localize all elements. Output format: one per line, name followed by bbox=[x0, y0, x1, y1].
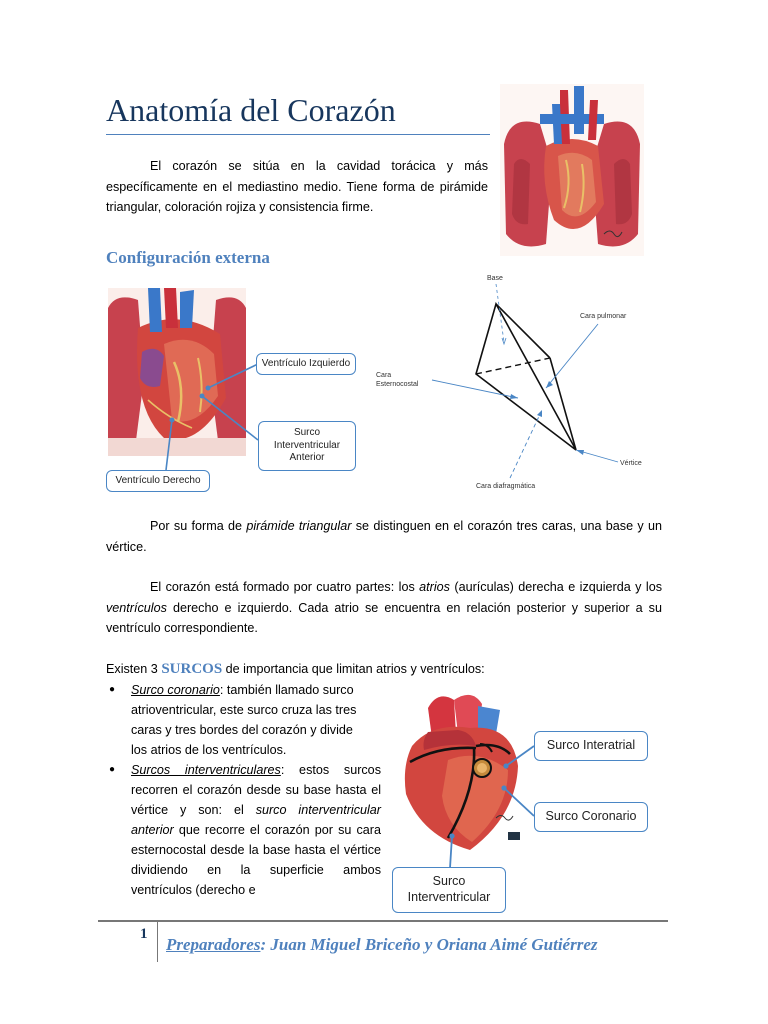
surcos-intro: Existen 3 SURCOS de importancia que limitan atrios y ventrículos: bbox=[106, 661, 485, 677]
pyramid-paragraph: Por su forma de pirámide triangular se distinguen en el corazón tres caras, una base y un vértice. bbox=[106, 519, 662, 554]
pyramid-label-pulmonary-face: Cara pulmonar bbox=[580, 313, 627, 320]
section-heading: Configuración externa bbox=[106, 248, 270, 267]
footer-divider bbox=[157, 922, 158, 962]
pyramid-label-base: Base bbox=[487, 275, 503, 282]
callout-right-ventricle: Ventrículo Derecho bbox=[106, 470, 210, 492]
bullet-interventricular-sulci: ● Surcos interventriculares: estos surcos recorren el corazón desde su base hasta el vértice y son: el surco interventricular anterior que recorre el corazón por su cara esternocostal desde la base hasta el vértice dividiendo en la superficie ambos ventrículos (derecho e bbox=[131, 760, 381, 900]
callout-interatrial-sulcus: Surco Interatrial bbox=[534, 731, 648, 761]
callout-interventricular-sulcus-2: Surco Interventricular bbox=[392, 867, 506, 913]
callout-left-ventricle: Ventrículo Izquierdo bbox=[256, 353, 356, 375]
page-number: 1 bbox=[140, 926, 148, 942]
bullet-coronary-sulcus: ● Surco coronario: también llamado surco atrioventricular, este surco cruza las tres caras y tres bordes del corazón y divide los atrios de los ventrículos. bbox=[131, 680, 361, 760]
footer-rule bbox=[98, 920, 668, 922]
page-title: Anatomía del Corazón bbox=[106, 92, 396, 128]
intro-paragraph: El corazón se sitúa en la cavidad torácica y más específicamente en el mediastino medio. Tiene forma de pirámide triangular, coloración rojiza y consistencia firme. bbox=[106, 159, 488, 214]
pyramid-label-diaphragmatic-face: Cara diafragmática bbox=[476, 483, 536, 490]
parts-paragraph: El corazón está formado por cuatro partes: los atrios (aurículas) derecha e izquierda y los ventrículos derecho e izquierdo. Cada atrio se encuentra en relación posterior y superior a su ventrículo correspondiente. bbox=[106, 580, 662, 635]
bullet-dot: ● bbox=[109, 764, 116, 775]
footer-credits: Preparadores: Juan Miguel Briceño y Oriana Aimé Gutiérrez bbox=[166, 935, 598, 954]
callout-interventricular-sulcus: Surco Interventricular Anterior bbox=[258, 421, 356, 471]
pyramid-label-sternocostal-face: Cara Esternocostal bbox=[376, 372, 419, 388]
bullet-dot: ● bbox=[109, 684, 116, 695]
callout-coronary-sulcus: Surco Coronario bbox=[534, 802, 648, 832]
pyramid-label-apex: Vértice bbox=[620, 460, 642, 467]
